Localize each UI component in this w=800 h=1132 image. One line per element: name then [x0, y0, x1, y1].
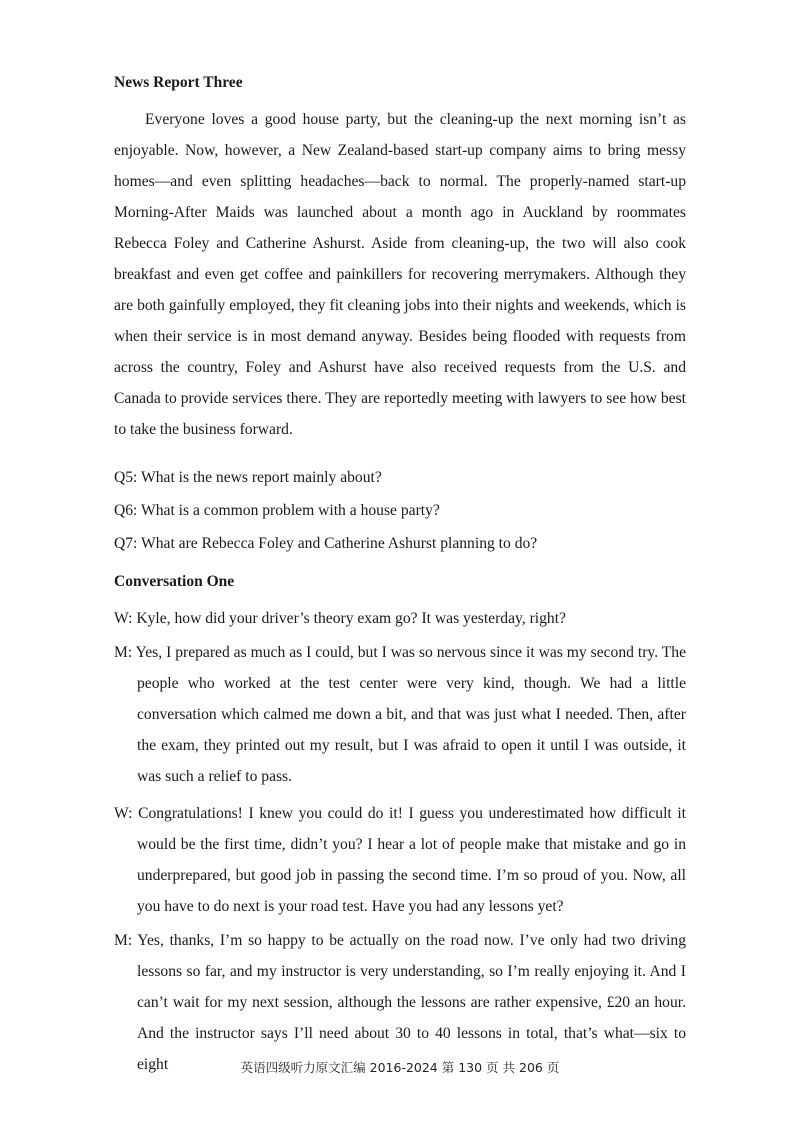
question-q7: Q7: What are Rebecca Foley and Catherine Ashurst planning to do? [114, 535, 538, 552]
page-footer: 英语四级听力原文汇编 2016-2024 第 130 页 共 206 页 [240, 1060, 560, 1075]
dialogue-turn: W: Kyle, how did your driver’s theory exam go? It was yesterday, right? [114, 610, 566, 627]
dialogue-turn: W: Congratulations! I knew you could do it! I guess you underestimated how difficult it would be the first time, didn’t you? I hear a lot of people make that mistake and go in underprepared, but good job in passing the second time. I’m so proud of you. Now, all you have to do next is your road test. Have you had any lessons yet? [114, 805, 686, 915]
question-q5: Q5: What is the news report mainly about? [114, 469, 382, 486]
dialogue-turn: M: Yes, I prepared as much as I could, but I was so nervous since it was my second try. The people who worked at the test center were very kind, though. We had a little conversation which calmed me down a bit, and that was just what I needed. Then, after the exam, they printed out my result, but I was afraid to open it until I was outside, it was such a relief to pass. [114, 644, 686, 785]
news-report-heading: News Report Three [114, 74, 243, 91]
news-report-paragraph: Everyone loves a good house party, but the cleaning-up the next morning isn’t as enjoyable. Now, however, a New Zealand-based start-up company aims to bring messy homes—and even splitting headaches—back to normal. The properly-named start-up Morning-After Maids was launched about a month ago in Auckland by roommates Rebecca Foley and Catherine Ashurst. Aside from cleaning-up, the two will also cook breakfast and even get coffee and painkillers for recovering merrymakers. Although they are both gainfully employed, they fit cleaning jobs into their nights and weekends, which is when their service is in most demand anyway. Besides being flooded with requests from across the country, Foley and Ashurst have also received requests from the U.S. and Canada to provide services there. They are reportedly meeting with lawyers to see how best to take the business forward. [114, 111, 686, 438]
dialogue-turn: M: Yes, thanks, I’m so happy to be actually on the road now. I’ve only had two driving lessons so far, and my instructor is very understanding, so I’m really enjoying it. And I can’t wait for my next session, although the lessons are rather expensive, £20 an hour. And the instructor says I’ll need about 30 to 40 lessons in total, that’s what—six to eight [114, 932, 686, 1073]
conversation-heading: Conversation One [114, 573, 235, 590]
question-q6: Q6: What is a common problem with a house party? [114, 502, 440, 519]
